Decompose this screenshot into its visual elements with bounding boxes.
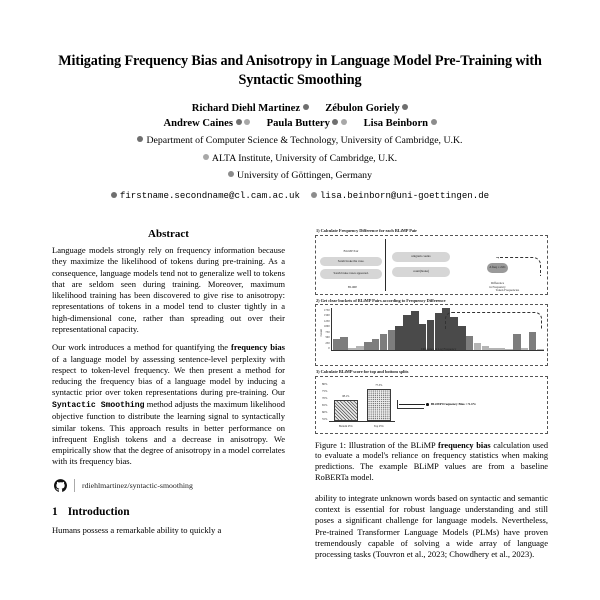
bar-value-label: 68.1%: [342, 394, 350, 398]
authors-row-1: [52, 101, 548, 116]
panel-2-title: 2) Get clear buckets of BLiMP Pairs according to Frequency Difference: [316, 297, 446, 303]
affiliation-marker-icon: [332, 119, 338, 125]
figure-panel-2: [315, 298, 548, 367]
abstract-paragraph-1: Language models strongly rely on frequency information because they maximize the likelihood of tokens during pre-training. As a consequence, language models tend not to generalize well to tokens that are seldom seen during training. Moreover, maximum likelihood training has been discovered to give rise to anisotropy: representations of tokens in a model tend to cluster tightly in a high-dimensional cone, rather than spreading out over their representational capacity.: [52, 245, 285, 334]
affiliation-marker-icon: [341, 119, 347, 125]
bar-bottom-split: [334, 394, 358, 428]
affiliation-marker-icon: [203, 154, 209, 160]
panel-1-caption-blimp: BLiMP: [347, 284, 358, 289]
affiliation-marker-icon: [236, 119, 242, 125]
abstract-text-fragment: of a language model by assessing sentence-level perplexity with respect to token-level frequency. We then present a method for reducing the frequency bias of a language model by inducing a syntactic prior over token representations during pre-training. Our: [52, 353, 285, 398]
author-name: Zébulon Goriely: [325, 103, 400, 115]
left-column: [52, 228, 285, 561]
affiliation-marker-icon: [402, 104, 408, 110]
affiliation-text: University of Göttingen, Germany: [237, 170, 372, 182]
split-bar-chart: [320, 381, 543, 429]
repo-path[interactable]: rdiehlmartinez/syntactic-smoothing: [82, 480, 193, 490]
flow-arrow-icon: ➞: [495, 255, 500, 261]
abstract-paragraph-2: [52, 342, 285, 467]
y-tick: 1500: [324, 314, 330, 318]
y-tick: 750: [325, 330, 330, 334]
figure-panel-3: [315, 369, 548, 434]
figure-caption-fragment: calculation used to evaluate a model's reliance on frequency statistics when making predictions. The example BLiMP values are from a baseline RoBERTa model.: [315, 440, 548, 483]
abstract-heading: Abstract: [148, 228, 189, 240]
y-tick: 80%: [322, 381, 328, 386]
sentence-pill-a: Sarah broke the vase.: [320, 257, 382, 267]
affiliation-text: Department of Computer Science & Technology, University of Cambridge, U.K.: [146, 135, 463, 147]
title-block: [0, 0, 600, 203]
bar-category-label: Top 25%: [373, 424, 384, 428]
flow-column-difference: [452, 239, 543, 291]
affiliation-line: [52, 169, 548, 183]
histogram-y-ticks: [324, 308, 331, 357]
flow-column-blimp-pair: [320, 239, 386, 291]
panel-1-title: 1) Calculate Frequency Difference for each BLiMP Pair: [316, 228, 418, 233]
affiliation-marker-icon: [228, 171, 234, 177]
right-column: [315, 228, 548, 561]
histogram-bar: [427, 320, 435, 350]
repo-divider: [74, 479, 75, 492]
affiliation-line: [52, 152, 548, 166]
frequency-bias-term: frequency bias: [230, 342, 286, 353]
right-column-paragraph: ability to integrate unknown words based on syntactic and semantic context is essential for robust language understanding and still poses a significant challenge for language models. Nevertheless, Pre-trained Transformer Language Models (PLMs) have proven tremendously capable of solving a wide array of language processing tasks (Touvron et al., 2023; Chowdhery et al., 2023).: [315, 492, 548, 560]
affiliation-marker-icon: [303, 104, 309, 110]
affiliation-text: ALTA Institute, University of Cambridge, U.K.: [211, 152, 398, 164]
annotation-dot-icon: [426, 403, 429, 406]
abstract-text-fragment: method adjusts the maximum likelihood objective function to distribute the learning signal to syntactically similar tokens. This approach results in better performance on infrequent English tokens and a decrease in anisotropy. We empirically show that the degree of anisotropy in a model correlates with its frequency bias.: [52, 398, 285, 467]
y-tick: 60%: [322, 409, 328, 414]
author-name: Richard Diehl Martinez: [191, 103, 301, 115]
figure-caption: [315, 441, 548, 484]
introduction-paragraph: Humans possess a remarkable ability to quickly a: [52, 524, 222, 535]
section-number: 1: [52, 505, 58, 518]
dashed-arrow-icon: [500, 257, 541, 276]
github-icon: [54, 479, 67, 492]
sentence-pill-b: Sarah broke vases appeared.: [320, 269, 382, 279]
bar-fill-dotted: [367, 389, 391, 420]
affiliation-marker-icon: [311, 192, 317, 198]
y-tick: 1250: [324, 319, 330, 323]
frequency-bias-annotation: [395, 381, 543, 429]
y-tick: 75%: [322, 388, 328, 393]
author-name: Paula Buttery: [266, 118, 330, 130]
panel-1-col1-head: BLiMP Pair: [343, 249, 359, 254]
histogram: [319, 308, 544, 357]
difference-sublabel: in Frequency: [489, 284, 506, 289]
affiliation-marker-icon: [137, 136, 143, 142]
panel-1-box: [315, 235, 548, 295]
delta-frequency-pill: Δ freq = 2.01: [487, 263, 507, 273]
annotation-brace-icon: [397, 400, 424, 409]
author-name: Andrew Caines: [163, 118, 233, 130]
histogram-bar: [411, 311, 419, 350]
section-title: Introduction: [67, 505, 130, 518]
y-tick: 0: [328, 346, 330, 350]
authors-row-2: [52, 116, 548, 131]
histogram-callout-bracket: [445, 312, 542, 329]
y-tick: 250: [325, 341, 330, 345]
affiliation-marker-icon: [244, 119, 250, 125]
figure-caption-fragment: Illustration of the BLiMP: [346, 440, 439, 450]
bar-chart-plot-area: [329, 381, 395, 428]
panel-1-caption-frequencies: Token Frequencies: [495, 287, 520, 292]
bar-top-split: [367, 384, 391, 428]
section-heading-introduction: [52, 506, 285, 518]
y-tick: 500: [325, 336, 330, 340]
histogram-x-label: Difference in Log Frequency: [421, 346, 457, 351]
author-entry: [163, 118, 252, 129]
email-address[interactable]: firstname.secondname@cl.cam.ac.uk: [119, 189, 300, 201]
bar-fill-hatched: [334, 400, 358, 421]
affiliation-line: [52, 134, 548, 148]
affiliation-marker-icon: [431, 119, 437, 125]
panel-1-caption-difference: [452, 282, 543, 289]
email-address[interactable]: lisa.beinborn@uni-goettingen.de: [319, 189, 490, 201]
author-name: Lisa Beinborn: [363, 118, 429, 130]
histogram-y-label: Count: [319, 328, 323, 337]
y-tick: 55%: [322, 416, 328, 421]
bar-value-label: 77.5%: [375, 384, 383, 388]
y-tick: 70%: [322, 395, 328, 400]
histogram-plot-area: [331, 308, 544, 351]
repository-link[interactable]: [54, 479, 285, 492]
bar-category-label: Bottom 25%: [338, 424, 353, 428]
difference-label: Difference: [490, 281, 505, 286]
email-line: [52, 189, 548, 203]
panel-2-box: [315, 304, 548, 366]
token-count-pill: count(broke): [392, 267, 450, 277]
panel-3-box: [315, 376, 548, 434]
author-entry: [192, 103, 311, 114]
figure-caption-bold-term: frequency bias: [438, 440, 491, 450]
page-title: Mitigating Frequency Bias and Anisotropy in Language Model Pre-Training with Syntactic Smoothing: [58, 53, 542, 89]
author-entry: [267, 118, 350, 129]
y-tick: 65%: [322, 402, 328, 407]
histogram-bar: [435, 313, 443, 350]
affiliation-marker-icon: [111, 192, 117, 198]
bar-chart-y-ticks: [320, 381, 329, 429]
figure-1: [315, 228, 548, 484]
y-tick: 1750: [324, 309, 330, 312]
flow-diagram: [320, 239, 543, 291]
unigram-count-pill: unigram counts: [392, 252, 450, 262]
syntactic-smoothing-term: Syntactic Smoothing: [52, 400, 145, 410]
author-entry: [364, 118, 437, 129]
annotation-text: BLiMP Frequency Bias = 9.4%: [430, 402, 477, 407]
author-entry: [325, 103, 408, 114]
abstract-text-fragment: Our work introduces a method for quantifying the: [52, 342, 231, 353]
body-columns: [52, 228, 548, 561]
figure-panel-1: [315, 228, 548, 295]
figure-caption-label: Figure 1:: [315, 440, 346, 450]
y-tick: 1000: [324, 325, 330, 329]
panel-3-title: 3) Calculate BLiMP score for top and bottom splits: [316, 369, 409, 374]
histogram-bar: [403, 315, 411, 350]
